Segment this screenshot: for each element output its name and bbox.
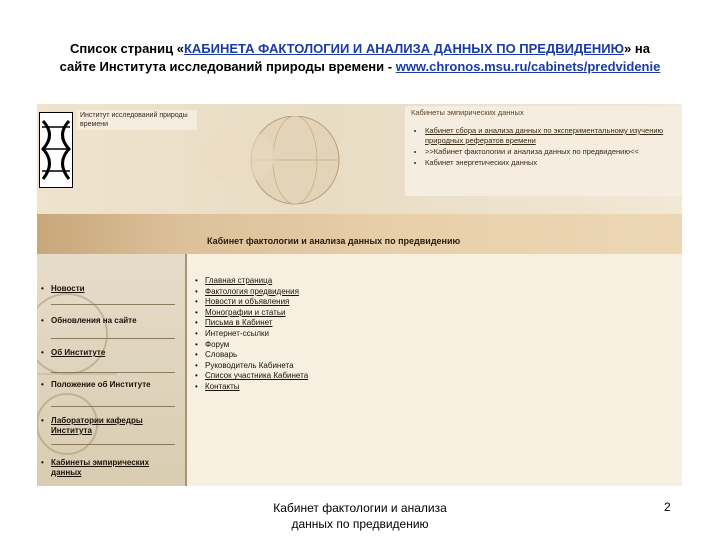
title-text-1: Список страниц « [70, 41, 184, 56]
sidebar-item-regulations[interactable]: • Положение об Институте [41, 380, 151, 389]
column-divider [185, 254, 187, 486]
slide-caption [230, 500, 490, 532]
caption-line-2: данных по предвидению [291, 517, 429, 531]
website-screenshot [37, 104, 682, 486]
heading-bar [37, 214, 682, 254]
banner-link-item[interactable] [425, 158, 676, 168]
banner-link-item[interactable] [425, 126, 676, 146]
sidebar-item-updates[interactable]: • Обновления на сайте [41, 316, 137, 325]
sidebar-divider [51, 304, 175, 305]
banner-header: Кабинеты эмпирических данных [411, 108, 524, 117]
banner-link-item[interactable] [425, 147, 676, 157]
sidebar-item-news[interactable]: • Новости [41, 284, 85, 293]
menu-item[interactable]: • Новости и объявления [195, 297, 308, 308]
menu-item[interactable]: • Руководитель Кабинета [195, 361, 308, 372]
site-banner [37, 104, 682, 214]
menu-item[interactable]: • Форум [195, 340, 308, 351]
menu-item[interactable]: • Фактология предвидения [195, 287, 308, 298]
title-text-3: сайте Института исследований природы времени - [59, 59, 396, 74]
sidebar-item-cabinets[interactable]: • Кабинеты эмпирических данных [41, 458, 150, 477]
menu-item[interactable]: • Словарь [195, 350, 308, 361]
menu-item[interactable]: • Письма в Кабинет [195, 318, 308, 329]
menu-item[interactable]: • Интернет-ссылки [195, 329, 308, 340]
sidebar-item-labs[interactable]: • Лаборатории кафедры Института [41, 416, 143, 435]
cabinet-menu [195, 276, 308, 393]
page-number: 2 [664, 500, 671, 514]
slide-title [20, 40, 700, 76]
caption-line-1: Кабинет фактологии и анализа [273, 501, 447, 515]
sidebar-item-about[interactable]: • Об Институте [41, 348, 106, 357]
menu-item[interactable]: • Главная страница [195, 276, 308, 287]
sidebar-divider [51, 406, 175, 407]
sidebar-divider [51, 338, 175, 339]
sidebar-divider [51, 444, 175, 445]
page-heading: Кабинет фактологии и анализа данных по предвидению [207, 236, 461, 246]
title-text-2: » на [624, 41, 650, 56]
sidebar-divider [51, 372, 175, 373]
menu-item[interactable]: • Список участника Кабинета [195, 371, 308, 382]
institute-logo-icon[interactable] [39, 112, 73, 188]
title-link[interactable]: КАБИНЕТА ФАКТОЛОГИИ И АНАЛИЗА ДАННЫХ ПО ПРЕДВИДЕНИЮ [183, 41, 625, 56]
banner-link[interactable]: Кабинет энергетических данных [425, 158, 538, 167]
menu-item[interactable]: • Контакты [195, 382, 308, 393]
banner-nav-panel [405, 106, 682, 196]
logo-caption: Институт исследований природы времени [77, 110, 197, 130]
banner-link[interactable]: Кабинет сбора и анализа данных по экспериментальному изучению природных рефератов времени [425, 126, 664, 145]
site-url-link[interactable]: www.chronos.msu.ru/cabinets/predvidenie [395, 59, 661, 74]
globe-illustration-icon [197, 116, 347, 211]
menu-item[interactable]: • Монографии и статьи [195, 308, 308, 319]
banner-link-current: >>Кабинет фактологии и анализа данных по предвидению<< [425, 147, 639, 156]
